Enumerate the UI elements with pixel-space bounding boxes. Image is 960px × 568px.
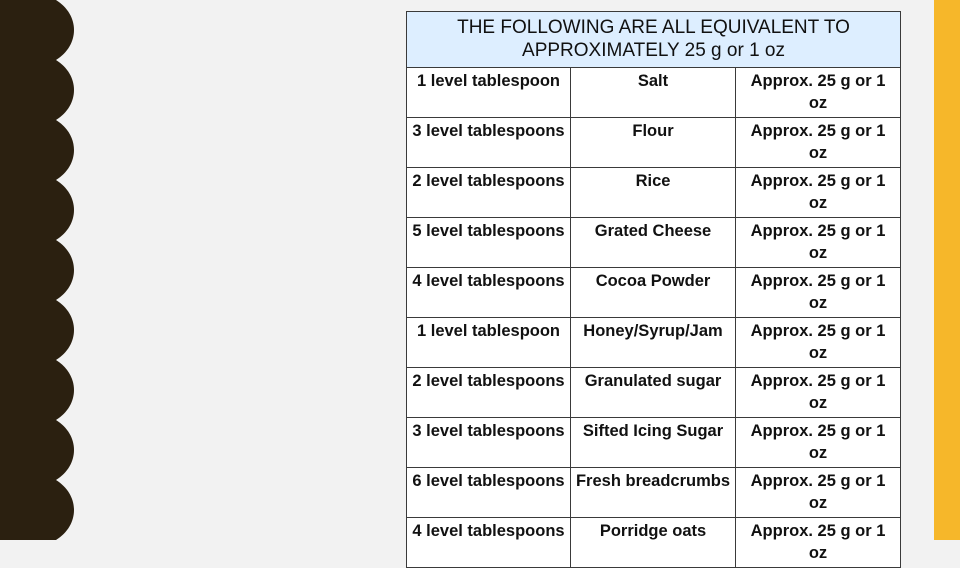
table-row — [407, 168, 901, 218]
table-cell-weight: Approx. 25 g or 1 oz — [736, 268, 901, 318]
table-cell-ingredient: Flour — [571, 118, 736, 168]
table-cell-measure: 6 level tablespoons — [407, 468, 571, 518]
table-cell-measure: 4 level tablespoons — [407, 268, 571, 318]
right-accent-bar — [934, 0, 960, 540]
table-cell-measure: 3 level tablespoons — [407, 418, 571, 468]
table-row — [407, 368, 901, 418]
table-cell-ingredient: Porridge oats — [571, 518, 736, 568]
table-cell-weight: Approx. 25 g or 1 oz — [736, 468, 901, 518]
table-row — [407, 68, 901, 118]
table-row — [407, 318, 901, 368]
table-cell-measure: 3 level tablespoons — [407, 118, 571, 168]
table-cell-ingredient: Rice — [571, 168, 736, 218]
table-cell-weight: Approx. 25 g or 1 oz — [736, 368, 901, 418]
table-cell-ingredient: Granulated sugar — [571, 368, 736, 418]
equivalents-table — [406, 11, 901, 568]
table-header-row — [407, 12, 901, 68]
table-cell-ingredient: Fresh breadcrumbs — [571, 468, 736, 518]
table-cell-measure: 2 level tablespoons — [407, 168, 571, 218]
table-cell-measure: 2 level tablespoons — [407, 368, 571, 418]
left-decorative-band — [0, 0, 80, 540]
table-row — [407, 268, 901, 318]
table-cell-weight: Approx. 25 g or 1 oz — [736, 68, 901, 118]
table-cell-measure: 4 level tablespoons — [407, 518, 571, 568]
table-cell-measure: 5 level tablespoons — [407, 218, 571, 268]
table-cell-ingredient: Salt — [571, 68, 736, 118]
table-row — [407, 118, 901, 168]
table-cell-weight: Approx. 25 g or 1 oz — [736, 118, 901, 168]
table-cell-weight: Approx. 25 g or 1 oz — [736, 418, 901, 468]
table-cell-ingredient: Sifted Icing Sugar — [571, 418, 736, 468]
table-row — [407, 518, 901, 568]
table-cell-weight: Approx. 25 g or 1 oz — [736, 168, 901, 218]
table-cell-weight: Approx. 25 g or 1 oz — [736, 218, 901, 268]
table-cell-measure: 1 level tablespoon — [407, 68, 571, 118]
table-cell-ingredient: Cocoa Powder — [571, 268, 736, 318]
table-row — [407, 468, 901, 518]
table-cell-weight: Approx. 25 g or 1 oz — [736, 518, 901, 568]
table-title: THE FOLLOWING ARE ALL EQUIVALENT TO APPROXIMATELY 25 g or 1 oz — [407, 12, 901, 68]
table-row — [407, 418, 901, 468]
table-cell-measure: 1 level tablespoon — [407, 318, 571, 368]
equivalents-table-container — [406, 11, 900, 568]
table-cell-ingredient: Grated Cheese — [571, 218, 736, 268]
table-cell-weight: Approx. 25 g or 1 oz — [736, 318, 901, 368]
table-row — [407, 218, 901, 268]
table-cell-ingredient: Honey/Syrup/Jam — [571, 318, 736, 368]
